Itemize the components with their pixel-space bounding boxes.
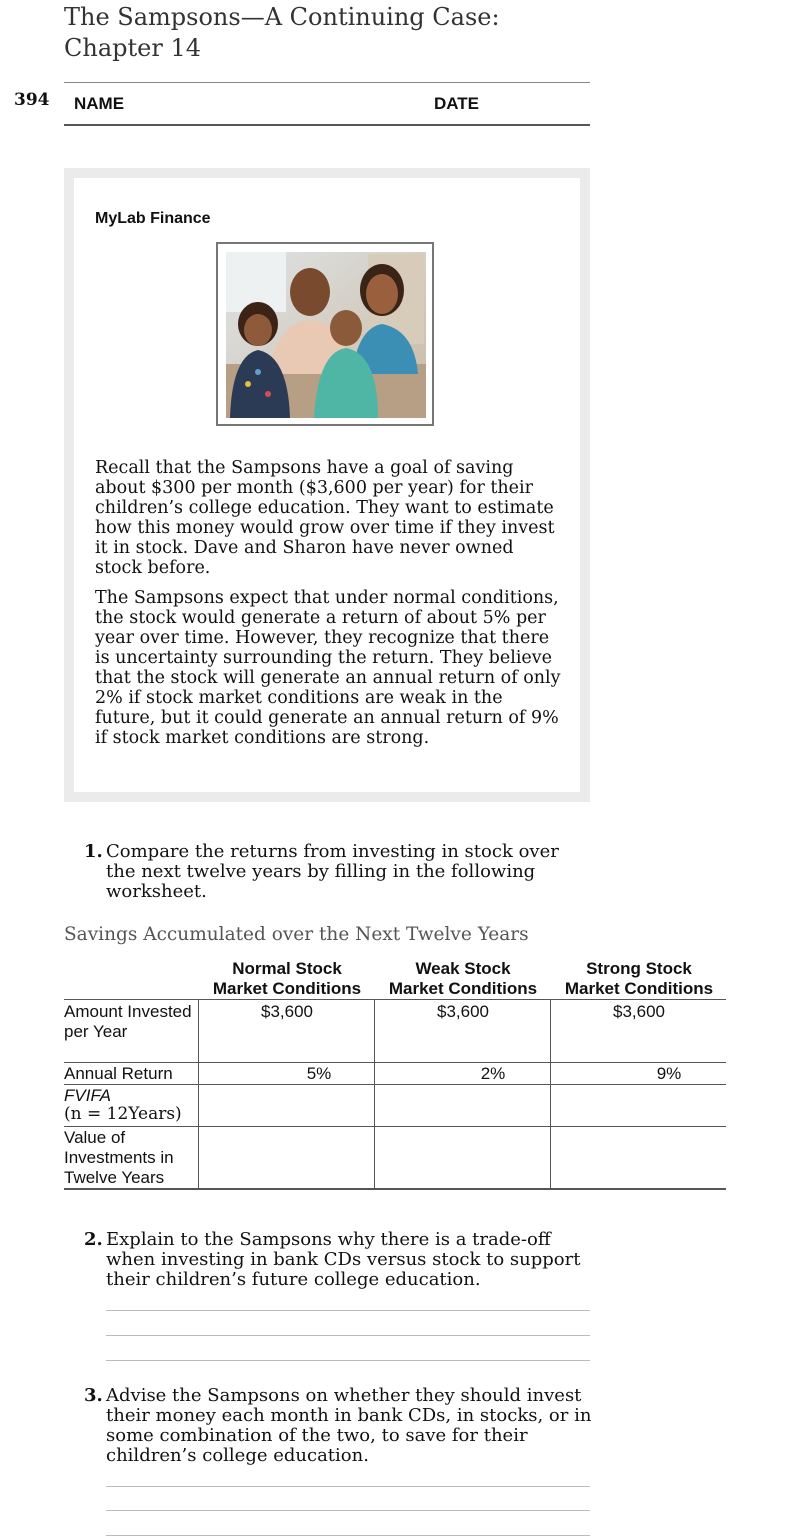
case-paragraph-2-text: The Sampsons expect that under normal conditions, the stock would generate a return of about 5% per year over time. However, they recognize that there is uncertainty surrounding the return. They believe that the stock will generate an annual return of only 2% if stock market conditions are weak in the future, but it could generate an annual return of 9% if stock market conditions are strong. — [95, 588, 561, 748]
table-line-row3 — [64, 1126, 726, 1127]
question-3-number: 3. — [84, 1385, 103, 1406]
cell-amount-normal: $3,600 — [261, 1002, 313, 1021]
question-1-text: Compare the returns from investing in stock over the next twelve years by filling in the following worksheet. — [106, 841, 559, 902]
question-1 — [84, 841, 594, 902]
case-paragraph-1-text: Recall that the Sampsons have a goal of saving about $300 per month ($3,600 per year) for their children’s college education. They want to estimate how this money would grow over time if they invest it in stock. Dave and Sharon have never owned stock before. — [95, 458, 555, 578]
cell-return-strong-value: 9% — [656, 1064, 682, 1083]
answer-line-3a[interactable] — [106, 1486, 590, 1487]
table-line-row1 — [64, 1062, 726, 1063]
page-title: The Sampsons—A Continuing Case: Chapter 14 — [64, 3, 500, 62]
mylab-brand: MyLab Finance — [95, 210, 211, 227]
table-line-top — [64, 999, 726, 1000]
cell-return-weak-value: 2% — [480, 1064, 506, 1083]
column-header-strong-line1: Strong Stock — [586, 959, 692, 978]
column-header-strong — [551, 959, 727, 999]
question-2 — [84, 1229, 594, 1290]
cell-amount-strong: $3,600 — [613, 1002, 665, 1021]
question-3-text: Advise the Sampsons on whether they should invest their money each month in bank CDs, in stocks, or in some combination of the two, to save for their children’s college education. — [106, 1385, 592, 1466]
answer-line-3c[interactable] — [106, 1535, 590, 1536]
table-vline-3 — [550, 999, 551, 1189]
cell-amount-weak: $3,600 — [437, 1002, 489, 1021]
answer-line-2a[interactable] — [106, 1310, 590, 1311]
question-1-number: 1. — [84, 841, 103, 862]
worksheet-caption: Savings Accumulated over the Next Twelve Years — [64, 924, 529, 945]
question-3 — [84, 1385, 594, 1466]
case-paragraph-2 — [95, 588, 565, 748]
date-label: DATE — [434, 94, 480, 113]
table-vline-1 — [198, 999, 199, 1189]
question-2-number: 2. — [84, 1229, 103, 1250]
row-label-amount: Amount Invested per Year — [64, 1002, 192, 1041]
row-label-value: Value of Investments in Twelve Years — [64, 1128, 174, 1187]
column-header-normal-line1: Normal Stock — [232, 959, 342, 978]
question-2-text: Explain to the Sampsons why there is a trade-off when investing in bank CDs versus stock to support their children’s future college education. — [106, 1229, 581, 1290]
answer-line-2b[interactable] — [106, 1335, 590, 1336]
column-header-weak — [375, 959, 551, 999]
row-label-annual-return: Annual Return — [64, 1064, 173, 1083]
case-paragraph-1 — [95, 458, 565, 578]
family-photo-icon — [218, 244, 432, 424]
column-header-weak-line1: Weak Stock — [415, 959, 511, 978]
column-header-normal-line2: Market Conditions — [212, 979, 362, 998]
cell-return-normal-value: 5% — [306, 1064, 332, 1083]
title-divider — [64, 82, 590, 83]
table-line-row2 — [64, 1084, 726, 1085]
family-photo — [216, 242, 434, 426]
name-date-line — [64, 124, 590, 126]
table-line-bottom — [64, 1188, 726, 1190]
column-header-strong-line2: Market Conditions — [564, 979, 714, 998]
column-header-weak-line2: Market Conditions — [388, 979, 538, 998]
name-label: NAME — [74, 94, 125, 113]
page-number: 394 — [14, 90, 50, 110]
answer-line-3b[interactable] — [106, 1510, 590, 1511]
answer-line-2c[interactable] — [106, 1360, 590, 1361]
table-vline-2 — [374, 999, 375, 1189]
column-header-normal — [199, 959, 375, 999]
row-label-fvifa: FVIFA — [64, 1086, 111, 1105]
row-label-fvifa-sub: (n = 12Years) — [64, 1104, 182, 1124]
cell-return-strong — [551, 1064, 787, 1084]
